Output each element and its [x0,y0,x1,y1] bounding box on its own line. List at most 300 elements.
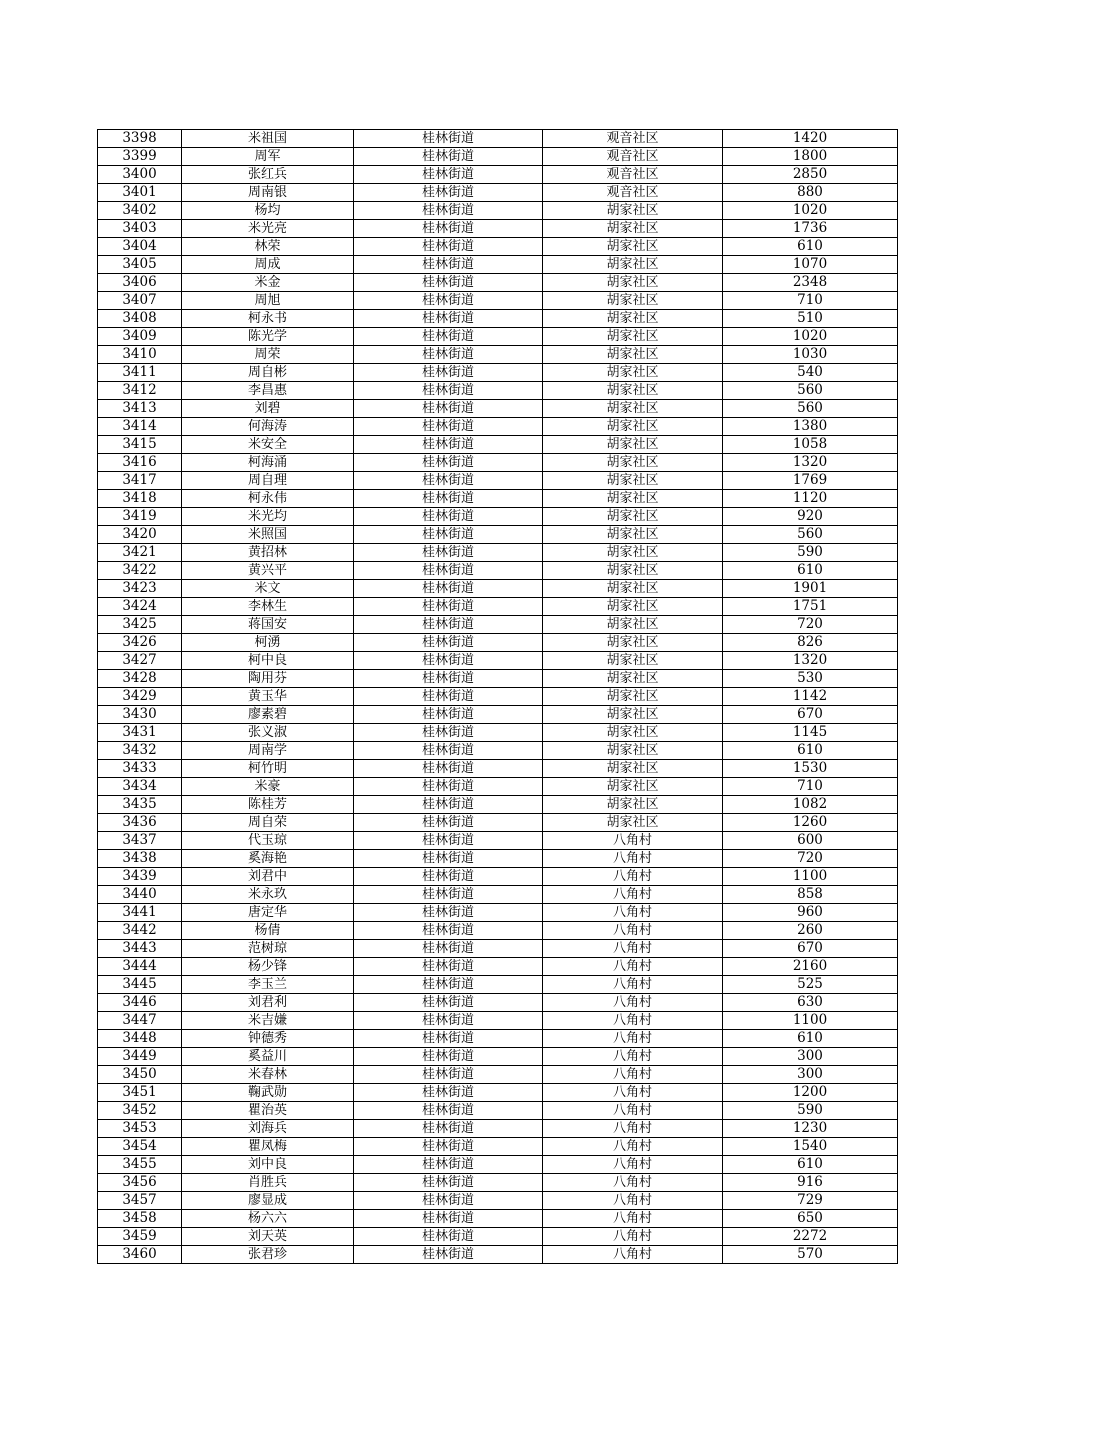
community-cell: 胡家社区 [543,562,723,580]
table-row [98,976,898,994]
name-cell: 陈桂芳 [182,796,354,814]
community-cell: 八角村 [543,1030,723,1048]
name-cell: 米光均 [182,508,354,526]
row-number-cell: 3424 [98,598,182,616]
street-cell: 桂林街道 [354,832,543,850]
name-cell: 刘中良 [182,1156,354,1174]
community-cell: 胡家社区 [543,436,723,454]
row-number-cell: 3411 [98,364,182,382]
table-row [98,508,898,526]
name-cell: 米豪 [182,778,354,796]
amount-cell: 530 [723,670,898,688]
amount-cell: 729 [723,1192,898,1210]
community-cell: 观音社区 [543,184,723,202]
street-cell: 桂林街道 [354,166,543,184]
street-cell: 桂林街道 [354,148,543,166]
amount-cell: 1751 [723,598,898,616]
row-number-cell: 3460 [98,1246,182,1264]
name-cell: 周荣 [182,346,354,364]
amount-cell: 570 [723,1246,898,1264]
street-cell: 桂林街道 [354,706,543,724]
street-cell: 桂林街道 [354,688,543,706]
table-row [98,1030,898,1048]
row-number-cell: 3442 [98,922,182,940]
row-number-cell: 3443 [98,940,182,958]
name-cell: 杨六六 [182,1210,354,1228]
row-number-cell: 3429 [98,688,182,706]
amount-cell: 1100 [723,868,898,886]
community-cell: 八角村 [543,1192,723,1210]
name-cell: 柯中良 [182,652,354,670]
street-cell: 桂林街道 [354,1102,543,1120]
amount-cell: 1100 [723,1012,898,1030]
name-cell: 周自彬 [182,364,354,382]
name-cell: 唐定华 [182,904,354,922]
table-row [98,1192,898,1210]
community-cell: 八角村 [543,1246,723,1264]
community-cell: 胡家社区 [543,382,723,400]
street-cell: 桂林街道 [354,742,543,760]
row-number-cell: 3458 [98,1210,182,1228]
amount-cell: 600 [723,832,898,850]
street-cell: 桂林街道 [354,1156,543,1174]
table-row [98,634,898,652]
community-cell: 胡家社区 [543,652,723,670]
name-cell: 周自理 [182,472,354,490]
amount-cell: 670 [723,940,898,958]
row-number-cell: 3408 [98,310,182,328]
name-cell: 鞠武勋 [182,1084,354,1102]
name-cell: 李昌惠 [182,382,354,400]
street-cell: 桂林街道 [354,886,543,904]
street-cell: 桂林街道 [354,1066,543,1084]
street-cell: 桂林街道 [354,940,543,958]
table-row [98,796,898,814]
row-number-cell: 3413 [98,400,182,418]
name-cell: 刘君中 [182,868,354,886]
name-cell: 杨少锋 [182,958,354,976]
row-number-cell: 3448 [98,1030,182,1048]
table-row [98,400,898,418]
table-row [98,814,898,832]
amount-cell: 1800 [723,148,898,166]
row-number-cell: 3435 [98,796,182,814]
table-row [98,904,898,922]
row-number-cell: 3401 [98,184,182,202]
table-row [98,328,898,346]
community-cell: 胡家社区 [543,310,723,328]
amount-cell: 610 [723,1030,898,1048]
street-cell: 桂林街道 [354,220,543,238]
table-row [98,292,898,310]
row-number-cell: 3452 [98,1102,182,1120]
table-row [98,148,898,166]
amount-cell: 590 [723,544,898,562]
community-cell: 八角村 [543,1210,723,1228]
community-cell: 八角村 [543,1012,723,1030]
name-cell: 瞿治英 [182,1102,354,1120]
amount-cell: 610 [723,238,898,256]
table-row [98,130,898,148]
street-cell: 桂林街道 [354,202,543,220]
table-row [98,778,898,796]
name-cell: 廖素碧 [182,706,354,724]
table-row [98,364,898,382]
name-cell: 黄玉华 [182,688,354,706]
street-cell: 桂林街道 [354,310,543,328]
table-row [98,472,898,490]
community-cell: 胡家社区 [543,688,723,706]
amount-cell: 1380 [723,418,898,436]
amount-cell: 1200 [723,1084,898,1102]
row-number-cell: 3431 [98,724,182,742]
community-cell: 胡家社区 [543,472,723,490]
table-row [98,490,898,508]
table-row [98,544,898,562]
street-cell: 桂林街道 [354,1084,543,1102]
street-cell: 桂林街道 [354,634,543,652]
amount-cell: 1145 [723,724,898,742]
community-cell: 胡家社区 [543,814,723,832]
row-number-cell: 3436 [98,814,182,832]
amount-cell: 1230 [723,1120,898,1138]
amount-cell: 650 [723,1210,898,1228]
name-cell: 蒋国安 [182,616,354,634]
street-cell: 桂林街道 [354,580,543,598]
amount-cell: 710 [723,292,898,310]
table-row [98,1120,898,1138]
name-cell: 刘君利 [182,994,354,1012]
street-cell: 桂林街道 [354,256,543,274]
table-row [98,1138,898,1156]
amount-cell: 1082 [723,796,898,814]
amount-cell: 260 [723,922,898,940]
amount-cell: 710 [723,778,898,796]
table-row [98,958,898,976]
name-cell: 周成 [182,256,354,274]
amount-cell: 1320 [723,652,898,670]
table-row [98,256,898,274]
row-number-cell: 3446 [98,994,182,1012]
amount-cell: 720 [723,850,898,868]
street-cell: 桂林街道 [354,976,543,994]
street-cell: 桂林街道 [354,454,543,472]
amount-cell: 540 [723,364,898,382]
name-cell: 代玉琼 [182,832,354,850]
street-cell: 桂林街道 [354,472,543,490]
community-cell: 八角村 [543,976,723,994]
name-cell: 周南银 [182,184,354,202]
community-cell: 八角村 [543,886,723,904]
street-cell: 桂林街道 [354,1048,543,1066]
name-cell: 钟德秀 [182,1030,354,1048]
table-row [98,1012,898,1030]
street-cell: 桂林街道 [354,1228,543,1246]
roster-table [97,129,898,1264]
row-number-cell: 3425 [98,616,182,634]
community-cell: 八角村 [543,1102,723,1120]
table-row [98,562,898,580]
amount-cell: 880 [723,184,898,202]
row-number-cell: 3409 [98,328,182,346]
amount-cell: 560 [723,526,898,544]
name-cell: 奚海艳 [182,850,354,868]
table-row [98,1156,898,1174]
community-cell: 八角村 [543,868,723,886]
amount-cell: 1070 [723,256,898,274]
street-cell: 桂林街道 [354,418,543,436]
table-row [98,1210,898,1228]
table-row [98,346,898,364]
row-number-cell: 3414 [98,418,182,436]
street-cell: 桂林街道 [354,184,543,202]
community-cell: 胡家社区 [543,544,723,562]
row-number-cell: 3441 [98,904,182,922]
street-cell: 桂林街道 [354,364,543,382]
amount-cell: 826 [723,634,898,652]
name-cell: 李玉兰 [182,976,354,994]
row-number-cell: 3404 [98,238,182,256]
row-number-cell: 3434 [98,778,182,796]
row-number-cell: 3447 [98,1012,182,1030]
name-cell: 杨倩 [182,922,354,940]
row-number-cell: 3459 [98,1228,182,1246]
row-number-cell: 3421 [98,544,182,562]
community-cell: 胡家社区 [543,796,723,814]
name-cell: 米金 [182,274,354,292]
street-cell: 桂林街道 [354,652,543,670]
street-cell: 桂林街道 [354,598,543,616]
name-cell: 张君珍 [182,1246,354,1264]
street-cell: 桂林街道 [354,850,543,868]
amount-cell: 1020 [723,328,898,346]
street-cell: 桂林街道 [354,238,543,256]
name-cell: 张红兵 [182,166,354,184]
street-cell: 桂林街道 [354,904,543,922]
name-cell: 柯永伟 [182,490,354,508]
table-row [98,1174,898,1192]
street-cell: 桂林街道 [354,400,543,418]
row-number-cell: 3423 [98,580,182,598]
table-row [98,1048,898,1066]
community-cell: 胡家社区 [543,238,723,256]
name-cell: 周军 [182,148,354,166]
community-cell: 胡家社区 [543,256,723,274]
street-cell: 桂林街道 [354,1120,543,1138]
amount-cell: 1030 [723,346,898,364]
table-row [98,454,898,472]
row-number-cell: 3439 [98,868,182,886]
row-number-cell: 3432 [98,742,182,760]
row-number-cell: 3426 [98,634,182,652]
street-cell: 桂林街道 [354,778,543,796]
community-cell: 胡家社区 [543,670,723,688]
community-cell: 八角村 [543,1174,723,1192]
community-cell: 胡家社区 [543,418,723,436]
community-cell: 观音社区 [543,148,723,166]
table-row [98,940,898,958]
community-cell: 八角村 [543,922,723,940]
community-cell: 八角村 [543,832,723,850]
amount-cell: 1058 [723,436,898,454]
name-cell: 米祖国 [182,130,354,148]
street-cell: 桂林街道 [354,868,543,886]
amount-cell: 1540 [723,1138,898,1156]
row-number-cell: 3405 [98,256,182,274]
community-cell: 胡家社区 [543,778,723,796]
amount-cell: 2160 [723,958,898,976]
row-number-cell: 3445 [98,976,182,994]
name-cell: 李林生 [182,598,354,616]
row-number-cell: 3437 [98,832,182,850]
row-number-cell: 3422 [98,562,182,580]
street-cell: 桂林街道 [354,922,543,940]
community-cell: 八角村 [543,1138,723,1156]
community-cell: 胡家社区 [543,400,723,418]
amount-cell: 2850 [723,166,898,184]
amount-cell: 525 [723,976,898,994]
amount-cell: 630 [723,994,898,1012]
name-cell: 杨均 [182,202,354,220]
table-row [98,1102,898,1120]
row-number-cell: 3449 [98,1048,182,1066]
table-row [98,922,898,940]
table-row [98,652,898,670]
row-number-cell: 3400 [98,166,182,184]
community-cell: 八角村 [543,1084,723,1102]
name-cell: 刘海兵 [182,1120,354,1138]
amount-cell: 300 [723,1066,898,1084]
name-cell: 陶用芬 [182,670,354,688]
amount-cell: 590 [723,1102,898,1120]
row-number-cell: 3451 [98,1084,182,1102]
table-row [98,706,898,724]
table-row [98,670,898,688]
community-cell: 胡家社区 [543,616,723,634]
street-cell: 桂林街道 [354,616,543,634]
table-row [98,1228,898,1246]
name-cell: 黄招林 [182,544,354,562]
table-row [98,1246,898,1264]
amount-cell: 560 [723,382,898,400]
street-cell: 桂林街道 [354,1174,543,1192]
street-cell: 桂林街道 [354,1210,543,1228]
community-cell: 八角村 [543,1120,723,1138]
row-number-cell: 3403 [98,220,182,238]
street-cell: 桂林街道 [354,1138,543,1156]
community-cell: 八角村 [543,1156,723,1174]
row-number-cell: 3453 [98,1120,182,1138]
amount-cell: 1420 [723,130,898,148]
table-row [98,184,898,202]
street-cell: 桂林街道 [354,526,543,544]
table-row [98,850,898,868]
amount-cell: 916 [723,1174,898,1192]
amount-cell: 610 [723,742,898,760]
community-cell: 胡家社区 [543,724,723,742]
amount-cell: 300 [723,1048,898,1066]
community-cell: 胡家社区 [543,598,723,616]
street-cell: 桂林街道 [354,724,543,742]
street-cell: 桂林街道 [354,1246,543,1264]
name-cell: 周自荣 [182,814,354,832]
row-number-cell: 3420 [98,526,182,544]
amount-cell: 720 [723,616,898,634]
name-cell: 米光亮 [182,220,354,238]
table-row [98,220,898,238]
community-cell: 八角村 [543,850,723,868]
name-cell: 米永玖 [182,886,354,904]
row-number-cell: 3456 [98,1174,182,1192]
community-cell: 八角村 [543,904,723,922]
row-number-cell: 3427 [98,652,182,670]
community-cell: 八角村 [543,940,723,958]
community-cell: 胡家社区 [543,526,723,544]
row-number-cell: 3416 [98,454,182,472]
name-cell: 柯永书 [182,310,354,328]
community-cell: 观音社区 [543,130,723,148]
amount-cell: 858 [723,886,898,904]
community-cell: 胡家社区 [543,580,723,598]
street-cell: 桂林街道 [354,814,543,832]
row-number-cell: 3418 [98,490,182,508]
table-row [98,418,898,436]
amount-cell: 1020 [723,202,898,220]
community-cell: 八角村 [543,1048,723,1066]
community-cell: 胡家社区 [543,490,723,508]
name-cell: 米文 [182,580,354,598]
name-cell: 米照国 [182,526,354,544]
row-number-cell: 3407 [98,292,182,310]
table-row [98,832,898,850]
name-cell: 周旭 [182,292,354,310]
street-cell: 桂林街道 [354,382,543,400]
amount-cell: 1901 [723,580,898,598]
amount-cell: 610 [723,562,898,580]
table-row [98,742,898,760]
table-row [98,382,898,400]
street-cell: 桂林街道 [354,958,543,976]
street-cell: 桂林街道 [354,490,543,508]
table-row [98,688,898,706]
row-number-cell: 3419 [98,508,182,526]
table-row [98,724,898,742]
row-number-cell: 3440 [98,886,182,904]
community-cell: 观音社区 [543,166,723,184]
table-row [98,310,898,328]
amount-cell: 670 [723,706,898,724]
row-number-cell: 3457 [98,1192,182,1210]
row-number-cell: 3415 [98,436,182,454]
name-cell: 黄兴平 [182,562,354,580]
street-cell: 桂林街道 [354,346,543,364]
street-cell: 桂林街道 [354,544,543,562]
community-cell: 胡家社区 [543,292,723,310]
amount-cell: 1736 [723,220,898,238]
row-number-cell: 3444 [98,958,182,976]
table-row [98,886,898,904]
row-number-cell: 3430 [98,706,182,724]
street-cell: 桂林街道 [354,562,543,580]
name-cell: 刘天英 [182,1228,354,1246]
amount-cell: 960 [723,904,898,922]
amount-cell: 2272 [723,1228,898,1246]
amount-cell: 1320 [723,454,898,472]
row-number-cell: 3433 [98,760,182,778]
name-cell: 周南学 [182,742,354,760]
street-cell: 桂林街道 [354,130,543,148]
name-cell: 范树琼 [182,940,354,958]
